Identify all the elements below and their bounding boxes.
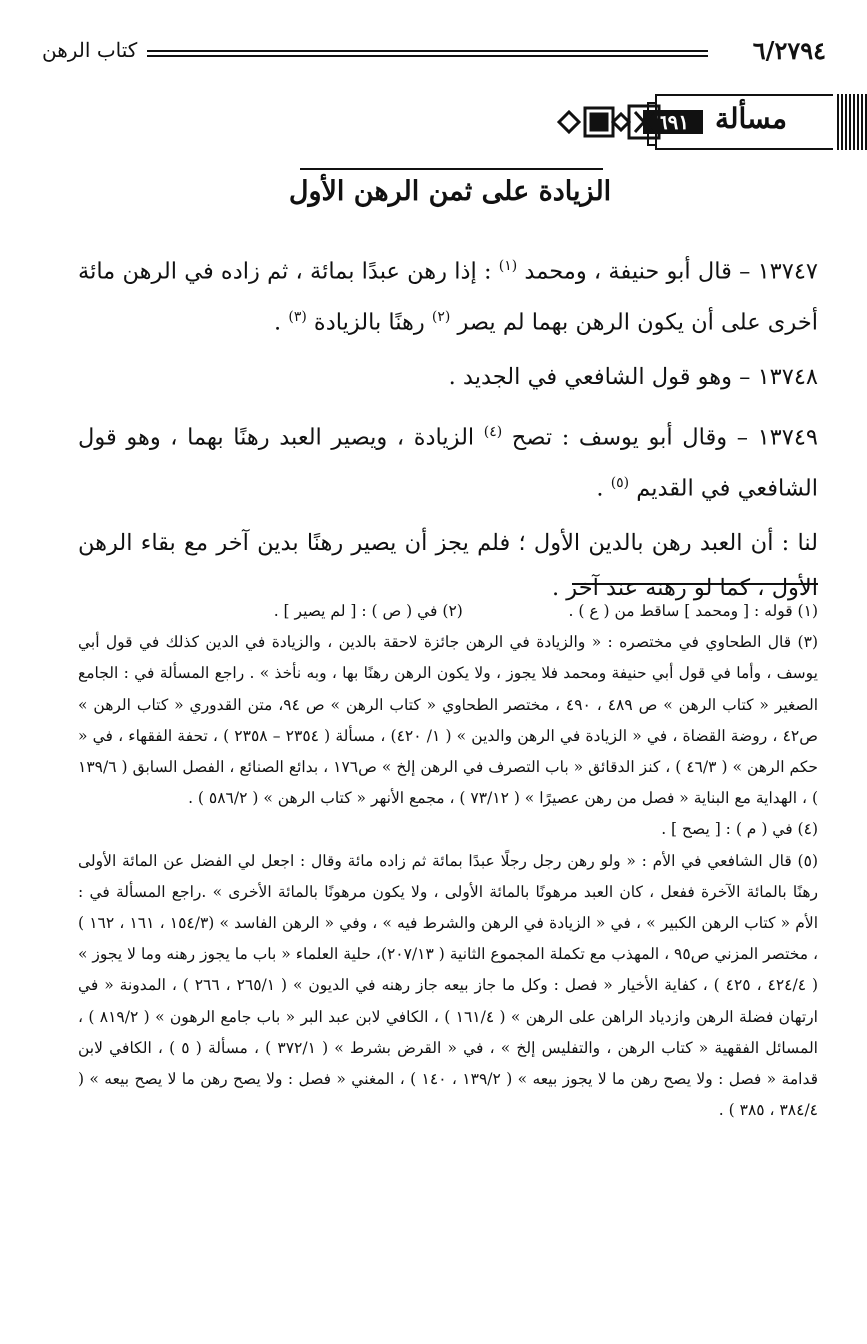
header-double-rule bbox=[147, 50, 708, 57]
main-text bbox=[78, 244, 818, 621]
section-title: الزيادة على ثمن الرهن الأول bbox=[288, 176, 612, 207]
paragraph-13749: ١٣٧٤٩ – وقال أبو يوسف : تصح $^{(٤)}$ الزيادة ، ويصير العبد رهنًا بهما ، وهو قول الشافعي في القديم $^{(٥)}$ . bbox=[78, 424, 819, 501]
paragraph-13747: ١٣٧٤٧ – قال أبو حنيفة ، ومحمد $^{(١)}$ : إذا رهن عبدًا بمائة ، ثم زاده في الرهن مائة أخرى على أن يكون الرهن بهما لم يصر $^{(٢)}$ رهنًا بالزيادة $^{(٣)}$ . bbox=[78, 258, 818, 335]
running-header bbox=[42, 34, 826, 70]
footnotes bbox=[78, 596, 818, 1126]
footnote-ref-2: (٢) bbox=[431, 308, 451, 325]
footnote-ref-1: (١) bbox=[498, 258, 518, 274]
footnote-ref-3: (٣) bbox=[288, 308, 307, 325]
paragraph-13748: ١٣٧٤٨ – وهو قول الشافعي في الجديد . bbox=[448, 364, 818, 390]
footnote-5: (٥) قال الشافعي في الأم : « ولو رهن رجل رجلًا عبدًا بمائة ثم زاده مائة وقال : اجعل لي الفضل عن المائة الأولى رهنًا بالمائة الآخرة ففعل ، كان العبد مرهونًا بالمائة الأولى ، ولا يكون مرهونًا بالمائة الأخرى » .راجع المسألة في : الأم « كتاب الرهن الكبير » ، في « الزيادة في الرهن والشرط فيه » ، وفي « الرهن الفاسد » (١٥٤/٣ ، ١٦١ ، ١٦٢ ) ، مختصر المزني ص٩٥ ، المهذب مع تكملة المجموع الثانية ( ٢٠٧/١٣)، حلية العلماء « باب ما يجوز رهنه وما لا يجوز » ( ٤٢٤/٤ ، ٤٢٥ ) ، كفاية الأخيار « فصل : وكل ما جاز بيعه جاز رهنه في الديون » ( ٢٦٥/١ ، ٢٦٦ ) ، المدونة « في ارتهان فضلة الرهن وازدياد الراهن على الرهن » ( ١٦١/٤ ) ، الكافي لابن عبد البر « باب جامع الرهون » ( ٨١٩/٢ ) ، المسائل الفقهية « كتاب الرهن ، والتفليس إلخ » ، في « القرض بشرط » ( ٣٧٢/١ ) ، مسألة ( ٥ ) ، الكافي لابن قدامة « فصل : ولا يصح رهن ما لا يجوز بيعه » ( ١٣٩/٢ ، ١٤٠ ) ، المغني « فصل : ولا يصح رهن ما لا يصح بيعه » ( ٣٨٤/٤ ، ٣٨٥ ) . bbox=[78, 851, 819, 1120]
footnote-row-1-2 bbox=[78, 596, 818, 627]
footnote-ref-4: (٤) bbox=[483, 424, 503, 440]
chapter-name: كتاب الرهن bbox=[42, 38, 138, 62]
issue-label: مسألة bbox=[714, 102, 787, 135]
footnote-separator bbox=[572, 583, 818, 585]
footnote-ref-5: (٥) bbox=[610, 474, 630, 491]
paragraph-argument: لنا : أن العبد رهن بالدين الأول ؛ فلم يجز أن يصير رهنًا بدين آخر مع بقاء الرهن الأول ، كما لو رهنه عند آخر . bbox=[78, 530, 818, 601]
volume-page-number: ٦/٢٧٩٤ bbox=[752, 36, 826, 65]
footnote-1: (١) قوله : [ ومحمد ] ساقط من ( ع ) . bbox=[568, 602, 818, 620]
issue-banner bbox=[555, 94, 867, 150]
banner-ornament-icon bbox=[555, 100, 665, 144]
banner-stripes bbox=[835, 94, 867, 150]
issue-number: ٦٩١ bbox=[643, 110, 703, 134]
footnote-2: (٢) في ( ص ) : [ لم يصير ] . bbox=[273, 602, 463, 620]
footnote-3: (٣) قال الطحاوي في مختصره : « والزيادة في الرهن جائزة لاحقة بالدين ، والزيادة في الدين كذلك في قول أبي يوسف ، وأما في قول أبي حنيفة ومحمد فلا يجوز ، ولا يكون الرهن رهنًا بها ، وبه نأخذ » . راجع المسألة في : الجامع الصغير « كتاب الرهن » ص ٤٨٩ ، ٤٩٠ ، مختصر الطحاوي « كتاب الرهن » ص ٩٤، متن القدوري « كتاب الرهن » ص٤٢ ، روضة القضاة ، في « الزيادة في الرهن والدين » ( ١/ ٤٢٠) ، مسألة ( ٢٣٥٤ – ٢٣٥٨ ) ، تحفة الفقهاء ، في « حكم الرهن » ( ٤٦/٣ ) ، كنز الدقائق « باب التصرف في الرهن إلخ » ص١٧٦ ، بدائع الصنائع ، الفصل السابق ( ١٣٩/٦ ) ، الهداية مع البناية « فصل من رهن عصيرًا » ( ٧٣/١٢ ) ، مجمع الأنهر « كتاب الرهن » ( ٥٨٦/٢ ) . bbox=[78, 633, 819, 808]
banner-frame bbox=[655, 94, 833, 150]
title-rule bbox=[300, 168, 603, 170]
footnote-row-spacer bbox=[78, 596, 168, 627]
footnote-4: (٤) في ( م ) : [ يصح ] . bbox=[661, 820, 818, 839]
